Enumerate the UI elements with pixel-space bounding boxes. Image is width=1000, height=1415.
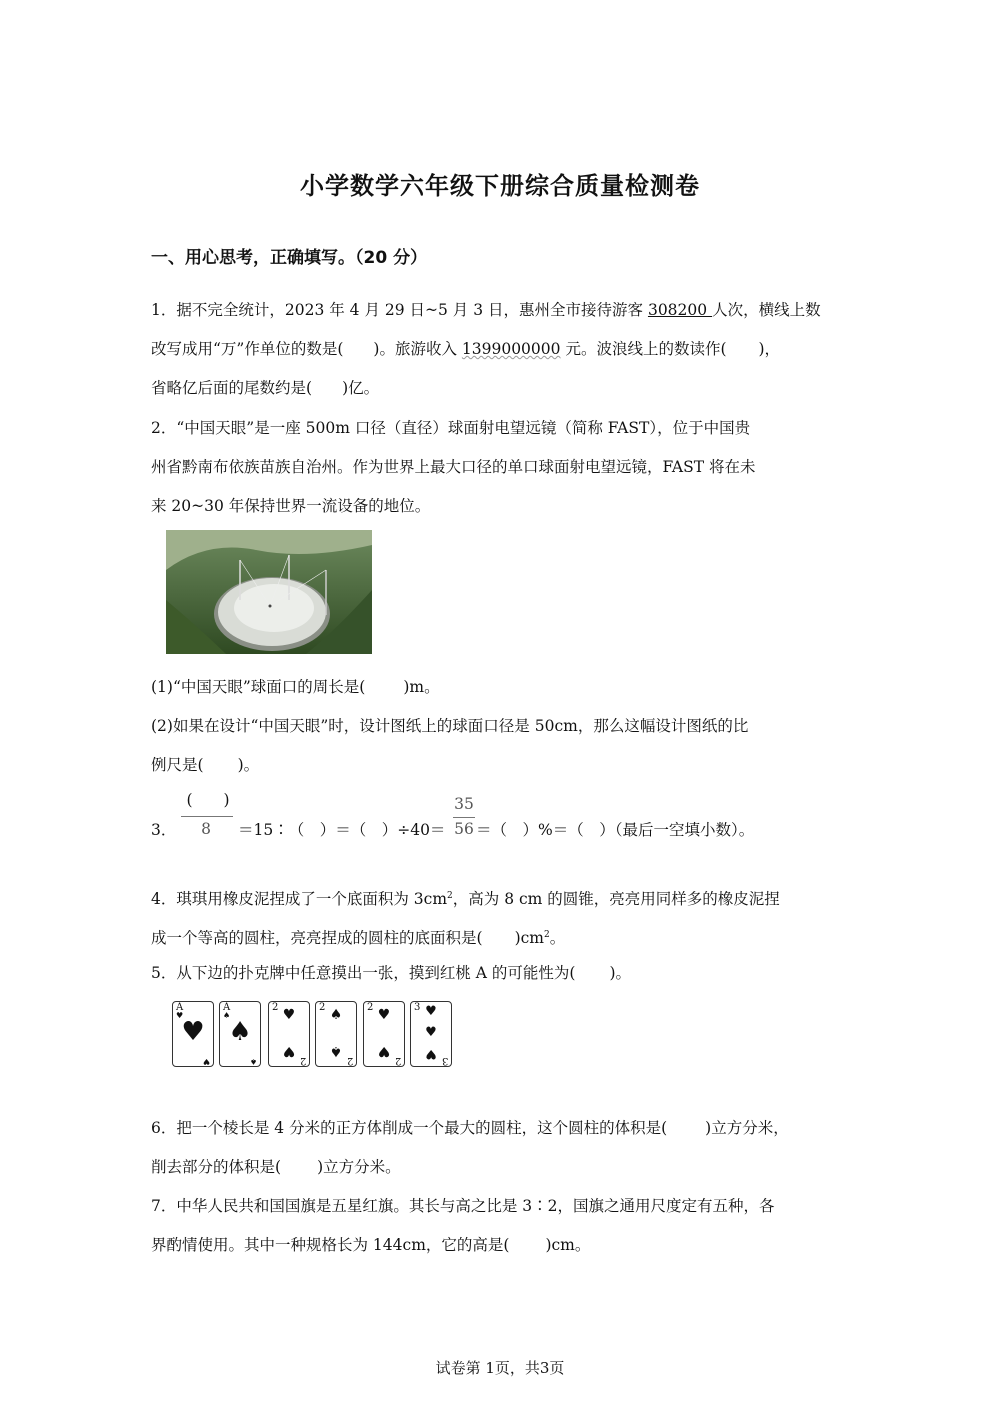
fraction1-bar <box>181 816 233 817</box>
heart-icon: ♥ <box>181 1017 205 1047</box>
playing-card: A ♠ ♠ ♠ <box>219 1001 261 1067</box>
page-title: 小学数学六年级下册综合质量检测卷 <box>300 172 700 200</box>
q2-line2: 州省黔南布依族苗族自治州。作为世界上最大口径的单口球面射电望远镜，FAST 将在未 <box>151 458 756 476</box>
page-footer: 试卷第 1页，共3页 <box>435 1359 565 1377</box>
spade-icon: ♠ <box>329 1007 343 1023</box>
q2-line1: 2．“中国天眼”是一座 500m 口径（直径）球面射电望远镜（简称 FAST），位于中国贵 <box>151 419 751 437</box>
fraction1-numerator[interactable]: ( ) <box>186 791 230 809</box>
playing-cards <box>172 1001 454 1069</box>
fraction1-denominator: 8 <box>201 820 211 838</box>
q2-sub1: (1)“中国天眼”球面口的周长是( )m。 <box>151 678 440 696</box>
q3-tail: ＝（ ）%＝（ ）（最后一空填小数）。 <box>476 821 755 839</box>
q7-line1: 7．中华人民共和国国旗是五星红旗。其长与高之比是 3∶2，国旗之通用尺度定有五种，各 <box>151 1197 775 1215</box>
q2-sub2-line2: 例尺是( )。 <box>151 756 260 774</box>
playing-card: 2 ♠ ♠ 2 <box>315 1001 357 1067</box>
playing-card: 2 ♥ ♥ 2 <box>363 1001 405 1067</box>
fast-telescope-photo <box>166 530 372 654</box>
heart-icon: ♥ <box>425 1004 437 1019</box>
playing-card: A ♥ ♥ ♥ <box>172 1001 214 1067</box>
fraction2-bar <box>453 817 475 818</box>
q3-number: 3． <box>151 821 177 839</box>
q6-line2: 削去部分的体积是( )立方分米。 <box>151 1158 401 1176</box>
fraction2-numerator: 35 <box>454 795 474 813</box>
heart-icon: ♥ <box>425 1046 437 1061</box>
q2-line3: 来 20~30 年保持世界一流设备的地位。 <box>151 497 431 515</box>
heart-icon: ♥ <box>282 1007 296 1023</box>
heart-icon: ♥ <box>377 1043 391 1059</box>
q4-line1: 4．琪琪用橡皮泥捏成了一个底面积为 $3cm^2$，高为 8 cm 的圆锥，亮亮用同样多的橡皮泥捏 <box>151 890 780 909</box>
heart-icon: ♥ <box>377 1007 391 1023</box>
q5-line: 5．从下边的扑克牌中任意摸出一张，摸到红桃 A 的可能性为( )。 <box>151 964 632 982</box>
underlined-number: 308200 <box>647 301 713 319</box>
fraction2-denominator: 56 <box>454 820 474 838</box>
wavy-number: 1399000000 <box>461 340 561 358</box>
q1-line3: 省略亿后面的尾数约是( )亿。 <box>151 379 380 397</box>
q3-middle: ＝15∶（ ）＝（ ）÷40＝ <box>238 821 446 839</box>
q1-line2: 改写成用“万”作单位的数是( )。旅游收入 1399000000 元。波浪线上的数读作( )， <box>151 340 781 358</box>
heart-icon: ♥ <box>282 1043 296 1059</box>
spade-icon: ♠ <box>228 1017 252 1047</box>
q4-line2: 成一个等高的圆柱，亮亮捏成的圆柱的底面积是( )$cm^2$。 <box>151 929 566 948</box>
playing-card: 3 ♥ ♥ ♥ 3 <box>410 1001 452 1067</box>
q7-line2: 界酌情使用。其中一种规格长为 144cm，它的高是( )cm。 <box>151 1236 591 1254</box>
section-heading: 一、用心思考，正确填写。（20 分） <box>151 248 428 268</box>
q6-line1: 6．把一个棱长是 4 分米的正方体削成一个最大的圆柱，这个圆柱的体积是( )立方分米， <box>151 1119 789 1137</box>
heart-icon: ♥ <box>425 1025 437 1040</box>
q1-line1: 1．据不完全统计，2023 年 4 月 29 日~5 月 3 日，惠州全市接待游客 308200 人次，横线上数 <box>151 301 821 319</box>
spade-icon: ♠ <box>329 1043 343 1059</box>
playing-card: 2 ♥ ♥ 2 <box>268 1001 310 1067</box>
q2-sub2-line1: (2)如果在设计“中国天眼”时，设计图纸上的球面口径是 50cm，那么这幅设计图纸的比 <box>151 717 749 735</box>
